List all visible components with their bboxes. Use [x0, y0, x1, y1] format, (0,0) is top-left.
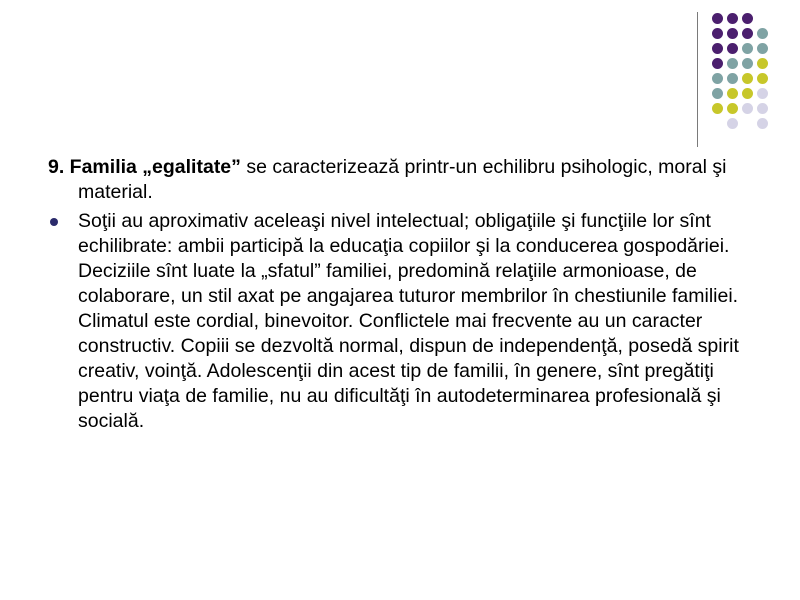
decorative-dot [712, 88, 723, 99]
decorative-dot [727, 118, 738, 129]
decorative-dot [757, 88, 768, 99]
heading-paragraph [48, 155, 768, 205]
decorative-dot [712, 58, 723, 69]
decorative-dot [742, 28, 753, 39]
decorative-dot [727, 13, 738, 24]
decorative-dot-grid [0, 0, 800, 150]
decorative-dot [757, 103, 768, 114]
decorative-dot [712, 28, 723, 39]
heading-rest: se caracterizează printr-un echilibru psihologic, moral şi material. [78, 156, 727, 203]
decorative-dot [757, 43, 768, 54]
decorative-dot [727, 43, 738, 54]
heading-bold: 9. Familia „egalitate” [48, 156, 241, 178]
decorative-dot [712, 103, 723, 114]
decorative-dot [727, 103, 738, 114]
decorative-dot [727, 58, 738, 69]
decorative-dot [712, 13, 723, 24]
decorative-dot [757, 28, 768, 39]
slide-content [48, 155, 768, 434]
decorative-dot [742, 13, 753, 24]
decorative-dot [742, 88, 753, 99]
decorative-dot [727, 88, 738, 99]
decorative-dot [757, 118, 768, 129]
decorative-dot [712, 43, 723, 54]
decorative-dot [757, 73, 768, 84]
decorative-dot [727, 28, 738, 39]
decorative-dot [742, 43, 753, 54]
bullet-item [48, 209, 768, 434]
decorative-dot [742, 58, 753, 69]
decorative-dot [742, 73, 753, 84]
decorative-dot [742, 103, 753, 114]
decorative-dot [727, 73, 738, 84]
decorative-dot [757, 58, 768, 69]
decorative-dot [712, 73, 723, 84]
bullet-dot-icon [50, 218, 58, 226]
bullet-text: Soţii au aproximativ aceleaşi nivel intelectual; obligaţiile şi funcţiile lor sînt echilibrate: ambii participă la educaţia copiilor şi la conducerea gospodăriei. Deciziile sînt luate la „sfatul” familiei, predomină relaţiile armonioase, de colaborare, un stil axat pe angajarea tuturor membrilor în chestiunile familiei. Climatul este cordial, binevoitor. Conflictele mai frecvente au un caracter constructiv. Copiii se dezvoltă normal, dispun de independenţă, posedă spirit creativ, voinţă. Adolescenţii din acest tip de familii, în genere, sînt pregătiţi pentru viaţa de familie, nu au dificultăţi în autodeterminarea profesională şi socială. [78, 210, 739, 432]
